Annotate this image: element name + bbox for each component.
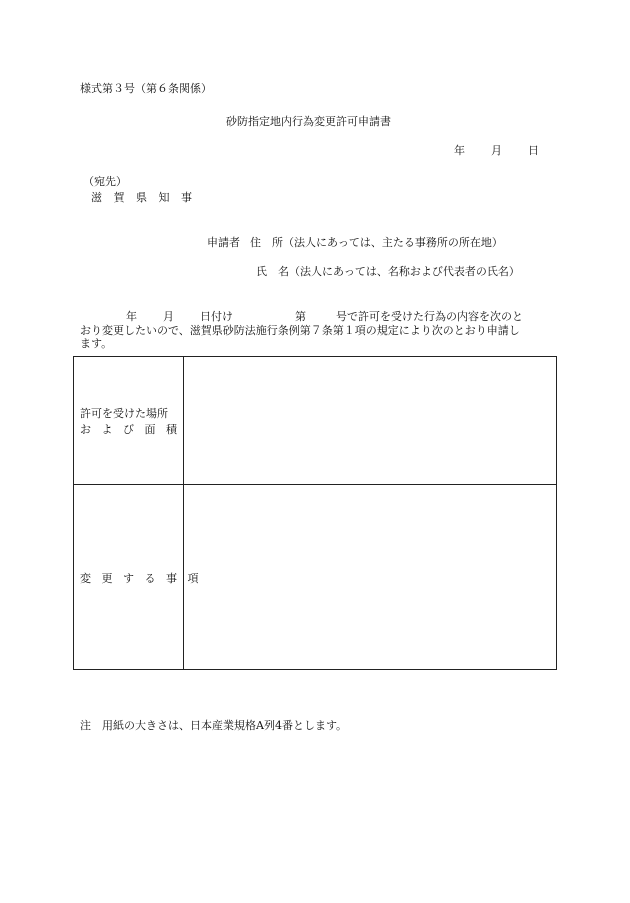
- body-line-1: [80, 310, 560, 324]
- body-month: 月: [163, 310, 174, 323]
- permitted-place-value-cell[interactable]: [184, 357, 556, 484]
- row-permitted-place: [74, 357, 556, 485]
- applicant-address-line: [207, 236, 503, 249]
- row-change-items: [74, 485, 556, 669]
- addressee-prefix: （宛先）: [83, 175, 127, 188]
- change-items-value-cell[interactable]: [184, 485, 556, 669]
- body-line1-rest: 号で許可を受けた行為の内容を次のと: [336, 310, 523, 323]
- applicant-name-line: [256, 265, 520, 278]
- date-day: 日: [528, 144, 539, 157]
- body-line-2: おり変更したいので、滋賀県砂防法施行条例第７条第１項の規定により次のとおり申請し: [80, 323, 520, 337]
- name-label: 氏 名: [256, 265, 289, 278]
- change-items-label-cell: [74, 485, 202, 669]
- address-label: 住 所: [250, 236, 283, 249]
- form-table: [73, 356, 557, 670]
- addressee: 滋 賀 県 知 事: [91, 191, 196, 204]
- permitted-place-label-line-1: 許可を受けた場所: [80, 407, 168, 420]
- permitted-place-label-cell: [74, 357, 184, 484]
- name-note: （法人にあっては、名称および代表者の氏名）: [289, 265, 520, 278]
- body-year: 年: [126, 310, 137, 323]
- document-title: 砂防指定地内行為変更許可申請書: [226, 115, 391, 128]
- date-month: 月: [491, 144, 502, 157]
- date-line: [454, 144, 539, 157]
- body-line-3: ます。: [80, 337, 113, 350]
- body-text: [80, 310, 560, 351]
- address-note: （法人にあっては、主たる事務所の所在地）: [283, 236, 503, 249]
- change-items-label: 変 更 す る 事 項: [80, 572, 202, 585]
- paper-size-note: 注 用紙の大きさは、日本産業規格A列4番とします。: [80, 719, 348, 732]
- body-dated: 日付け: [200, 310, 233, 323]
- applicant-label: 申請者: [207, 236, 240, 249]
- permitted-place-label-line-2: お よ び 面 積: [80, 423, 181, 436]
- form-number: 様式第３号（第６条関係）: [80, 82, 212, 95]
- body-number-prefix: 第: [295, 310, 306, 323]
- date-year: 年: [454, 144, 465, 157]
